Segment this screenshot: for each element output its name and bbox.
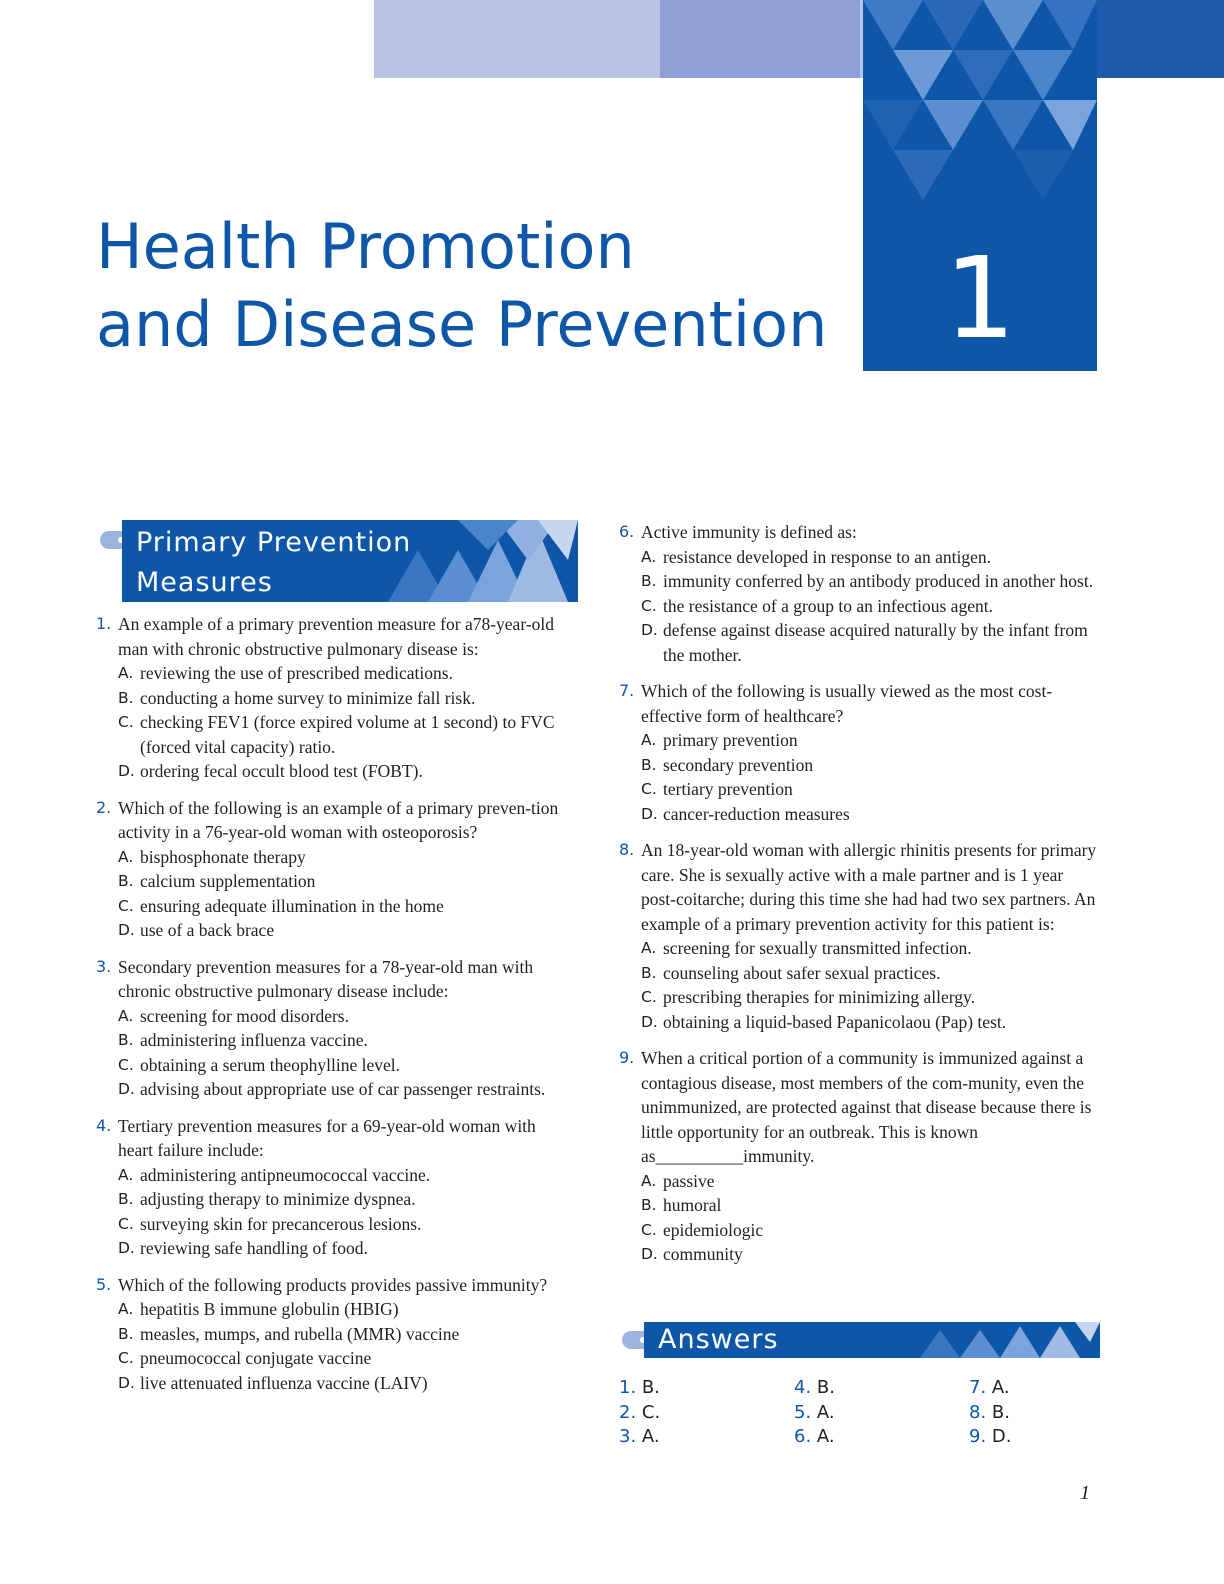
question-stem: Which of the following is usually viewed as the most cost-effective form of healthcare? bbox=[641, 681, 1053, 726]
answer-item: 1. B. bbox=[619, 1377, 660, 1398]
option-d: D. ordering fecal occult blood test (FOBT). bbox=[118, 761, 423, 781]
page-number: 1 bbox=[1080, 1482, 1090, 1504]
option-c: C. pneumococcal conjugate vaccine bbox=[118, 1348, 372, 1368]
option-a: A. administering antipneumococcal vaccine. bbox=[118, 1164, 431, 1185]
right-column bbox=[619, 520, 1099, 1279]
question-7 bbox=[619, 679, 1099, 826]
question-stem: Secondary prevention measures for a 78-year-old man with chronic obstructive pulmonary disease include: bbox=[118, 956, 534, 1001]
option-a: A. primary prevention bbox=[641, 730, 798, 750]
chapter-title-line2: and Disease Prevention bbox=[96, 288, 828, 361]
option-a: A. bisphosphonate therapy bbox=[118, 846, 306, 867]
question-5 bbox=[96, 1273, 566, 1396]
section-bar bbox=[122, 520, 578, 602]
option-d: D. defense against disease acquired naturally by the infant from the mother. bbox=[641, 620, 1088, 665]
option-d: D. live attenuated influenza vaccine (LAIV) bbox=[118, 1372, 428, 1393]
question-number: 2. bbox=[96, 797, 112, 817]
question-number: 4. bbox=[96, 1115, 112, 1135]
option-b: B. immunity conferred by an antibody produced in another host. bbox=[641, 571, 1094, 591]
option-c: C. prescribing therapies for minimizing allergy. bbox=[641, 987, 975, 1007]
option-c: C. the resistance of a group to an infectious agent. bbox=[641, 595, 993, 616]
question-2 bbox=[96, 796, 566, 943]
option-b: B. counseling about safer sexual practices. bbox=[641, 962, 941, 983]
question-number: 7. bbox=[619, 681, 635, 700]
option-c: C. checking FEV1 (force expired volume at 1 second) to FVC (forced vital capacity) ratio. bbox=[118, 712, 555, 757]
question-4 bbox=[96, 1114, 566, 1261]
option-b: B. conducting a home survey to minimize fall risk. bbox=[118, 687, 476, 708]
question-stem: An 18-year-old woman with allergic rhinitis presents for primary care. She is sexually active with a male partner and is 1 year post-coitarche; during this time she had had two sex partners. An example of a primary prevention activity for this patient is: bbox=[641, 840, 1097, 934]
left-column bbox=[96, 612, 566, 1407]
option-a: A. screening for mood disorders. bbox=[118, 1005, 349, 1026]
answer-item: 4. B. bbox=[794, 1377, 835, 1398]
option-d: D. reviewing safe handling of food. bbox=[118, 1238, 368, 1258]
answer-item: 2. C. bbox=[619, 1401, 661, 1423]
question-3 bbox=[96, 955, 566, 1102]
option-d: D. community bbox=[641, 1244, 743, 1264]
answer-item: 3. A. bbox=[619, 1426, 660, 1447]
option-b: B. measles, mumps, and rubella (MMR) vaccine bbox=[118, 1323, 460, 1344]
question-stem: When a critical portion of a community is immunized against a contagious disease, most members of the com-munity, even the unimmunized, are protected against that disease because there is little opportunity for an outbreak. This is known as__________immunity. bbox=[641, 1048, 1092, 1166]
question-stem: Tertiary prevention measures for a 69-year-old woman with heart failure include: bbox=[118, 1115, 536, 1160]
question-stem: Active immunity is defined as: bbox=[641, 522, 857, 542]
chapter-title bbox=[96, 208, 827, 364]
header-band-mid bbox=[660, 0, 860, 78]
question-stem: An example of a primary prevention measure for a78-year-old man with chronic obstructive pulmonary disease is: bbox=[118, 614, 554, 659]
question-number: 3. bbox=[96, 956, 112, 976]
section-header-primary bbox=[100, 520, 578, 602]
section-title-line1: Primary Prevention bbox=[136, 527, 412, 558]
question-8 bbox=[619, 838, 1099, 1034]
section-header-answers bbox=[622, 1322, 1100, 1358]
option-c: C. epidemiologic bbox=[641, 1219, 764, 1240]
option-d: D. obtaining a liquid-based Papanicolaou (Pap) test. bbox=[641, 1011, 1007, 1032]
answer-item: 7. A. bbox=[969, 1377, 1010, 1398]
chapter-number: 1 bbox=[944, 234, 1016, 364]
section-title-line2: Measures bbox=[136, 567, 273, 598]
question-1 bbox=[96, 612, 566, 784]
question-stem: Which of the following is an example of a primary preven-tion activity in a 76-year-old woman with osteoporosis? bbox=[118, 797, 559, 842]
option-b: B. calcium supplementation bbox=[118, 871, 316, 891]
answer-item: 9. D. bbox=[969, 1426, 1012, 1447]
option-b: B. secondary prevention bbox=[641, 754, 814, 775]
option-a: A. screening for sexually transmitted infection. bbox=[641, 938, 972, 958]
header-band-right bbox=[1097, 0, 1224, 78]
section-pattern bbox=[900, 1322, 1100, 1358]
question-number: 1. bbox=[96, 614, 112, 633]
option-a: A. hepatitis B immune globulin (HBIG) bbox=[118, 1299, 399, 1319]
option-b: B. humoral bbox=[641, 1195, 722, 1215]
section-bar bbox=[644, 1322, 1100, 1358]
answer-item: 5. A. bbox=[794, 1401, 835, 1423]
question-stem: Which of the following products provides passive immunity? bbox=[118, 1274, 548, 1295]
question-number: 8. bbox=[619, 840, 635, 859]
option-c: C. obtaining a serum theophylline level. bbox=[118, 1054, 401, 1075]
option-b: B. administering influenza vaccine. bbox=[118, 1030, 368, 1050]
answer-item: 6. A. bbox=[794, 1426, 835, 1447]
option-a: A. reviewing the use of prescribed medications. bbox=[118, 663, 453, 683]
question-6 bbox=[619, 520, 1099, 667]
option-d: D. advising about appropriate use of car passenger restraints. bbox=[118, 1079, 546, 1099]
question-9 bbox=[619, 1046, 1099, 1267]
option-a: A. passive bbox=[641, 1170, 715, 1191]
option-d: D. use of a back brace bbox=[118, 920, 275, 940]
option-a: A. resistance developed in response to an antigen. bbox=[641, 546, 992, 567]
section-bullet-icon bbox=[100, 531, 122, 549]
option-c: C. tertiary prevention bbox=[641, 779, 793, 799]
answers-title: Answers bbox=[658, 1324, 779, 1355]
section-bullet-icon bbox=[622, 1331, 644, 1349]
question-number: 6. bbox=[619, 522, 635, 541]
option-b: B. adjusting therapy to minimize dyspnea. bbox=[118, 1189, 416, 1209]
option-c: C. ensuring adequate illumination in the home bbox=[118, 895, 444, 916]
answer-item: 8. B. bbox=[969, 1401, 1010, 1423]
option-c: C. surveying skin for precancerous lesions. bbox=[118, 1213, 422, 1234]
question-number: 9. bbox=[619, 1048, 635, 1067]
question-number: 5. bbox=[96, 1274, 112, 1294]
option-d: D. cancer-reduction measures bbox=[641, 803, 850, 824]
chapter-title-line1: Health Promotion bbox=[96, 210, 635, 283]
